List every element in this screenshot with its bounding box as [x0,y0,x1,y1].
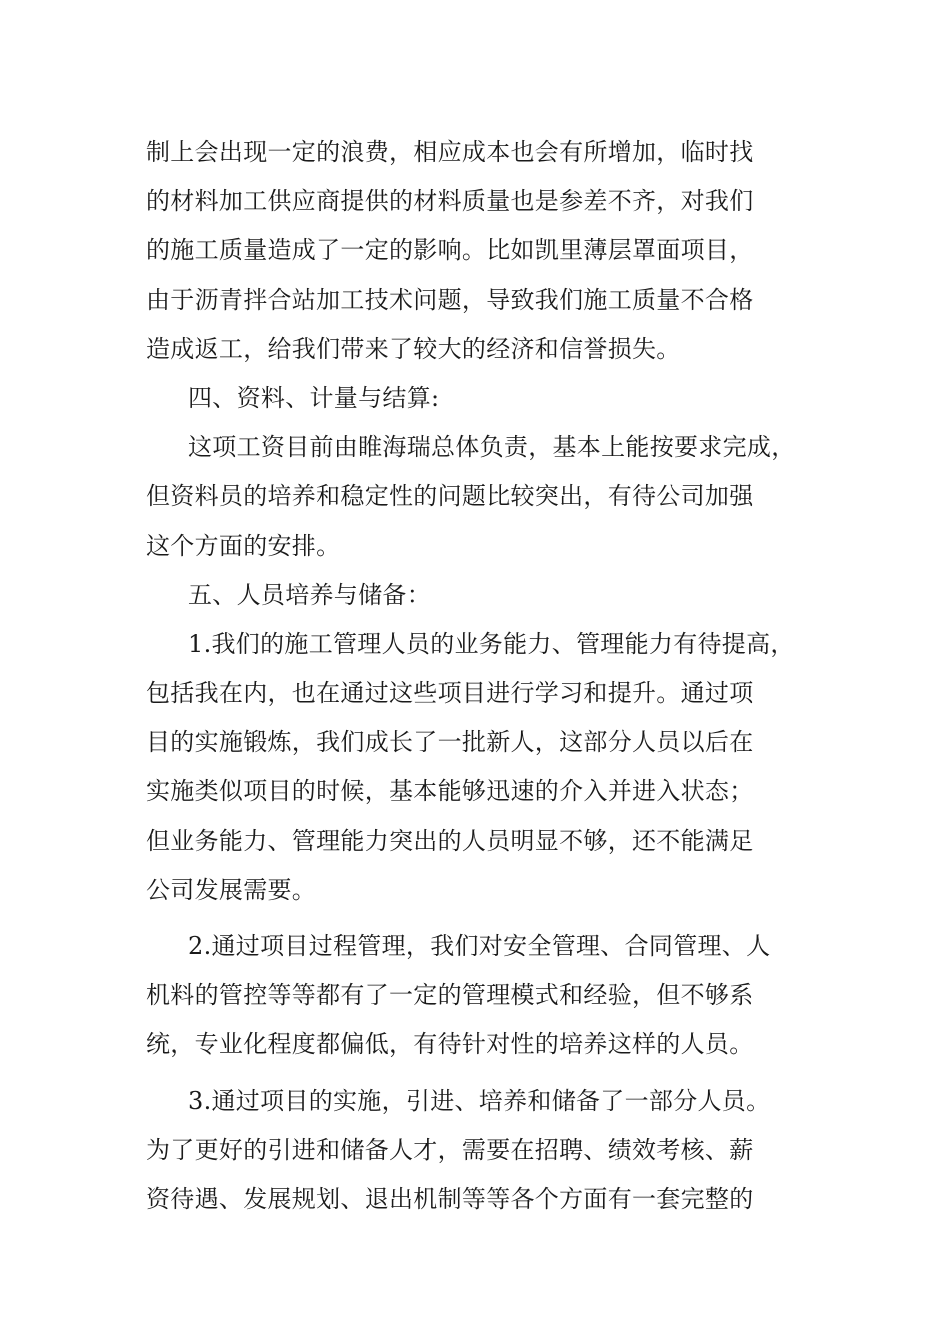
text-line: 的施工质量造成了一定的影响。比如凯里薄层罩面项目， [146,236,754,265]
section-heading-five: 五、人员培养与储备： [188,580,431,609]
document-body [146,128,826,1224]
text-line: 为了更好的引进和储备人才，需要在招聘、绩效考核、薪 [146,1135,754,1164]
text-line: 资待遇、发展规划、退出机制等等各个方面有一套完整的 [146,1184,754,1213]
text-line: 实施类似项目的时候，基本能够迅速的介入并进入状态； [146,777,754,806]
text-line: 这项工资目前由睢海瑞总体负责，基本上能按要求完成， [188,433,796,462]
text-line: 公司发展需要。 [146,875,317,904]
text-line: 制上会出现一定的浪费，相应成本也会有所增加，临时找 [146,138,754,166]
text-line: 目的实施锻炼，我们成长了一批新人，这部分人员以后在 [146,728,754,757]
text-line: 但业务能力、管理能力突出的人员明显不够，还不能满足 [146,826,754,855]
list-item-one: 1.我们的施工管理人员的业务能力、管理能力有待提高， [188,629,795,658]
text-line: 包括我在内，也在通过这些项目进行学习和提升。通过项 [146,679,754,708]
text-line: 但资料员的培养和稳定性的问题比较突出，有待公司加强 [146,482,754,511]
text-line: 统，专业化程度都偏低，有待针对性的培养这样的人员。 [146,1030,754,1059]
text-line: 由于沥青拌合站加工技术问题，导致我们施工质量不合格 [146,285,754,314]
text-line: 的材料加工供应商提供的材料质量也是参差不齐，对我们 [146,187,754,216]
list-item-two: 2.通过项目过程管理，我们对安全管理、合同管理、人 [188,932,771,960]
text-line: 造成返工，给我们带来了较大的经济和信誉损失。 [146,334,681,363]
section-heading-four: 四、资料、计量与结算: [188,383,440,412]
text-line: 这个方面的安排。 [146,531,341,560]
text-line: 机料的管控等等都有了一定的管理模式和经验，但不够系 [146,981,754,1010]
list-item-three: 3.通过项目的实施，引进、培养和储备了一部分人员。 [188,1086,771,1115]
